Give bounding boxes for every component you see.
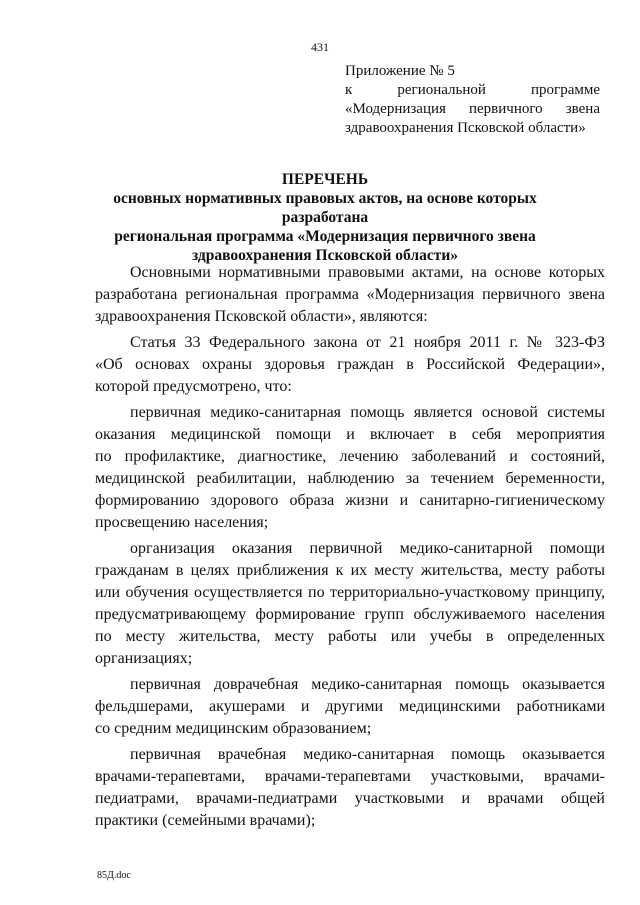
paragraph [95, 538, 605, 670]
appendix-line: здравоохранения Псковской области» [345, 120, 586, 136]
paragraph-line: формированию здорового образа жизни и санитарно-гигиеническому [95, 492, 605, 509]
paragraph [95, 744, 605, 832]
paragraph-line: по профилактике, диагностике, лечению заболеваний и состояний, [95, 448, 605, 465]
page-number: 431 [311, 40, 329, 54]
document-body [95, 262, 605, 832]
paragraph-line: первичная медико-санитарная помощь является основой системы [130, 404, 605, 421]
paragraph [95, 332, 605, 398]
paragraph-line: фельдшерами, акушерами и другими медицинскими работниками [95, 698, 605, 715]
paragraph-line: разработана региональная программа «Модернизация первичного звена [95, 286, 605, 303]
appendix-line: Приложение № 5 [345, 63, 455, 79]
title-subtitle-line: основных нормативных правовых актов, на основе которых разработана [113, 190, 537, 226]
file-name-footer: 85Д.doc [97, 870, 131, 881]
paragraph-line: или обучения осуществляется по территориально-участковому принципу, [95, 584, 605, 601]
paragraph-line: просвещению населения; [95, 514, 269, 531]
paragraph-line: педиатрами, врачами-педиатрами участковыми и врачами общей [95, 790, 605, 807]
paragraph-line: предусматривающему формирование групп обслуживаемого населения [95, 606, 605, 623]
title-subtitle-line: здравоохранения Псковской области» [191, 247, 459, 264]
appendix-line: «Модернизация первичного звена [345, 101, 600, 117]
paragraph-line: Основными нормативными правовыми актами, на основе которых [130, 264, 605, 281]
paragraph-line: практики (семейными врачами); [95, 812, 316, 829]
paragraph-line: которой предусмотрено, что: [95, 378, 292, 395]
title-subtitle-line: региональная программа «Модернизация первичного звена [114, 228, 536, 245]
paragraph-line: по месту жительства, месту работы или учебы в определенных [95, 628, 605, 645]
paragraph-line: организация оказания первичной медико-санитарной помощи [130, 540, 605, 557]
paragraph-line: первичная доврачебная медико-санитарная помощь оказывается [130, 676, 605, 693]
paragraph [95, 402, 605, 534]
paragraph-line: медицинской реабилитации, наблюдению за течением беременности, [95, 470, 605, 487]
paragraph-line: Статья 33 Федерального закона от 21 ноября 2011 г. № 323-ФЗ [130, 334, 605, 351]
title-heading: ПЕРЕЧЕНЬ [281, 171, 369, 188]
appendix-line: к региональной программе [345, 82, 600, 98]
document-title [80, 170, 570, 265]
paragraph-line: первичная врачебная медико-санитарная помощь оказывается [130, 746, 605, 763]
paragraph [95, 674, 605, 740]
paragraph-line: «Об основах охраны здоровья граждан в Российской Федерации», [95, 356, 605, 373]
paragraph-line: со средним медицинским образованием; [95, 720, 372, 737]
appendix-header [345, 62, 600, 138]
paragraph-line: врачами-терапевтами, врачами-терапевтами участковыми, врачами- [95, 768, 605, 785]
paragraph-line: организациях; [95, 650, 193, 667]
paragraph-line: здравоохранения Псковской области», являются: [95, 308, 428, 325]
paragraph-line: гражданам в целях приближения к их месту жительства, месту работы [95, 562, 605, 579]
paragraph-line: оказания медицинской помощи и включает в себя мероприятия [95, 426, 605, 443]
paragraph [95, 262, 605, 328]
